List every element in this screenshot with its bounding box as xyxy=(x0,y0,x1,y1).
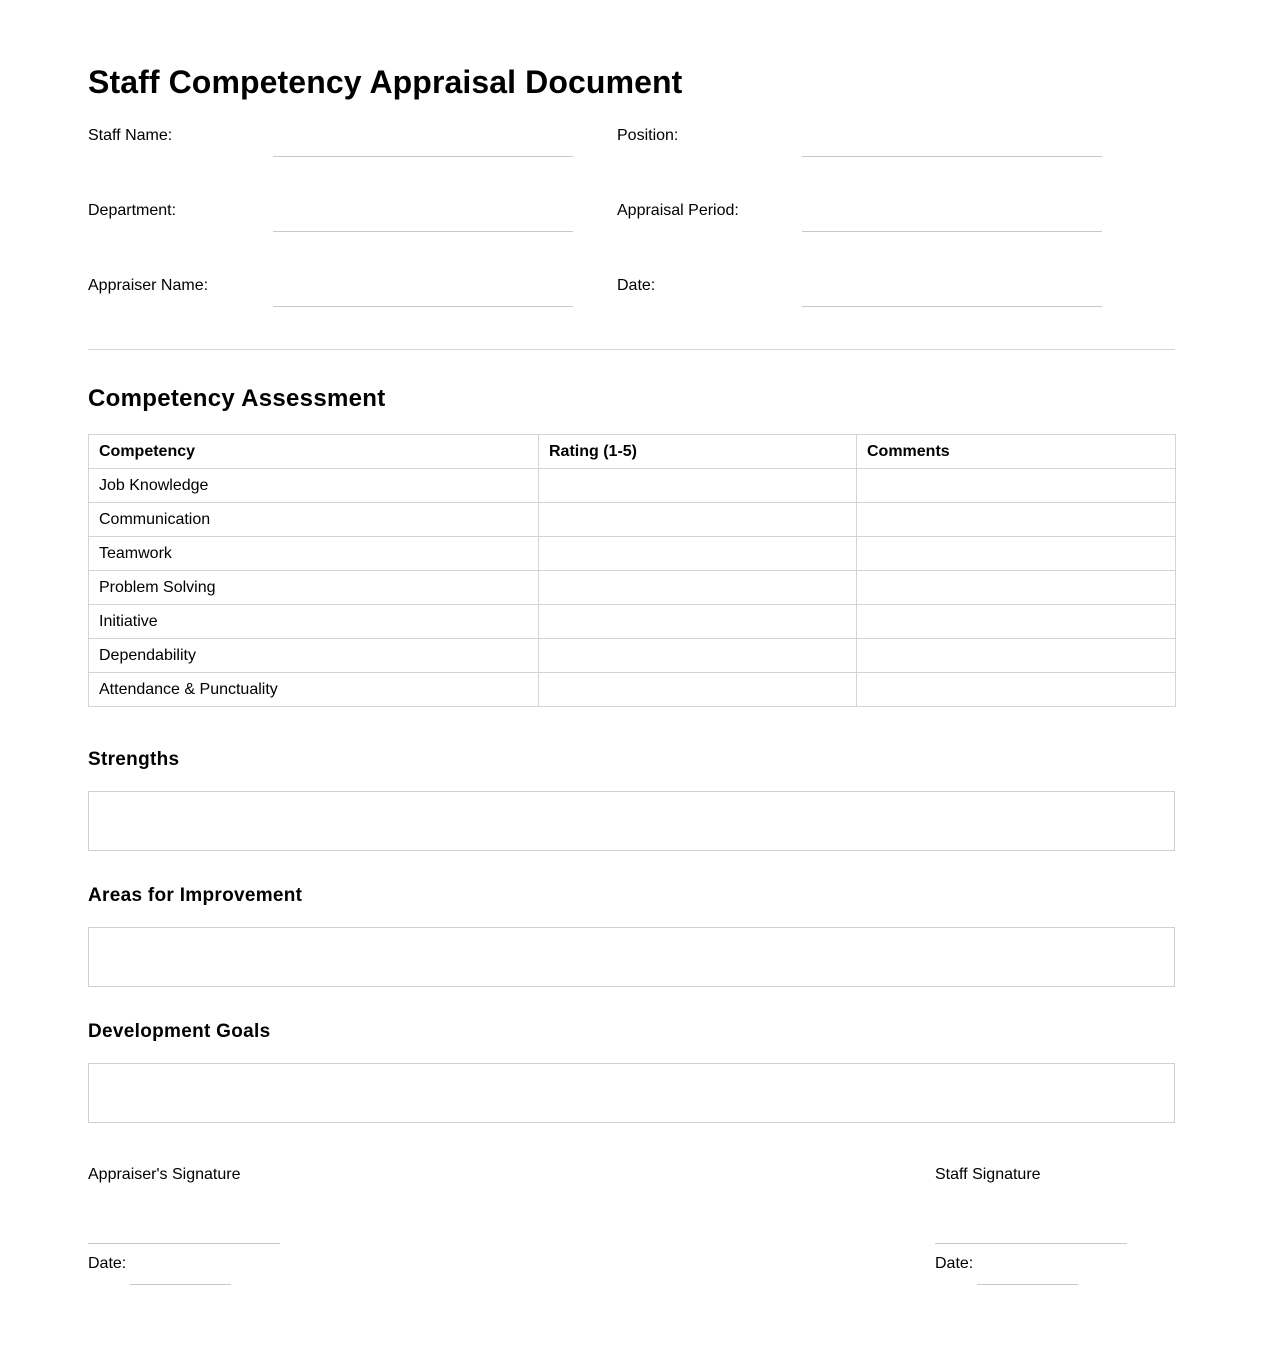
column-header-competency: Competency xyxy=(89,435,539,469)
table-row xyxy=(89,605,1176,639)
department-field[interactable] xyxy=(273,211,573,232)
table-row xyxy=(89,673,1176,707)
position-field[interactable] xyxy=(802,136,1102,157)
competency-section-title: Competency Assessment xyxy=(88,385,386,412)
strengths-title: Strengths xyxy=(88,749,180,770)
staff-date-label: Date: xyxy=(935,1255,974,1272)
rating-cell[interactable] xyxy=(539,537,857,571)
rating-cell[interactable] xyxy=(539,571,857,605)
appraiser-date-label: Date: xyxy=(88,1255,127,1272)
table-row xyxy=(89,537,1176,571)
date-field[interactable] xyxy=(802,286,1102,307)
document-title: Staff Competency Appraisal Document xyxy=(88,64,683,100)
rating-cell[interactable] xyxy=(539,639,857,673)
rating-cell[interactable] xyxy=(539,503,857,537)
table-row xyxy=(89,469,1176,503)
rating-cell[interactable] xyxy=(539,469,857,503)
staff-signature-label: Staff Signature xyxy=(935,1166,1041,1183)
appraiser-signature-line[interactable] xyxy=(88,1243,280,1244)
competency-cell: Communication xyxy=(89,503,539,537)
section-divider xyxy=(88,349,1175,350)
competency-cell: Problem Solving xyxy=(89,571,539,605)
appraiser-name-field[interactable] xyxy=(273,286,573,307)
staff-signature-line[interactable] xyxy=(935,1243,1127,1244)
appraiser-signature-label: Appraiser's Signature xyxy=(88,1166,241,1183)
comments-cell[interactable] xyxy=(857,469,1176,503)
appraiser-date-line[interactable] xyxy=(130,1284,231,1285)
comments-cell[interactable] xyxy=(857,605,1176,639)
department-label: Department: xyxy=(88,202,177,219)
table-header-row xyxy=(89,435,1176,469)
improvement-title: Areas for Improvement xyxy=(88,885,303,906)
competency-cell: Attendance & Punctuality xyxy=(89,673,539,707)
comments-cell[interactable] xyxy=(857,673,1176,707)
table-row xyxy=(89,639,1176,673)
staff-date-line[interactable] xyxy=(977,1284,1078,1285)
staff-name-field[interactable] xyxy=(273,136,573,157)
strengths-box[interactable] xyxy=(88,791,1175,851)
comments-cell[interactable] xyxy=(857,571,1176,605)
competency-cell: Dependability xyxy=(89,639,539,673)
staff-name-label: Staff Name: xyxy=(88,127,173,144)
column-header-rating: Rating (1-5) xyxy=(539,435,857,469)
comments-cell[interactable] xyxy=(857,639,1176,673)
improvement-box[interactable] xyxy=(88,927,1175,987)
comments-cell[interactable] xyxy=(857,537,1176,571)
goals-title: Development Goals xyxy=(88,1021,271,1042)
table-row xyxy=(89,571,1176,605)
competency-cell: Teamwork xyxy=(89,537,539,571)
competency-cell: Job Knowledge xyxy=(89,469,539,503)
rating-cell[interactable] xyxy=(539,605,857,639)
competency-table xyxy=(88,434,1176,707)
rating-cell[interactable] xyxy=(539,673,857,707)
appraisal-period-field[interactable] xyxy=(802,211,1102,232)
table-row xyxy=(89,503,1176,537)
appraiser-name-label: Appraiser Name: xyxy=(88,277,209,294)
position-label: Position: xyxy=(617,127,679,144)
goals-box[interactable] xyxy=(88,1063,1175,1123)
competency-cell: Initiative xyxy=(89,605,539,639)
column-header-comments: Comments xyxy=(857,435,1176,469)
date-label: Date: xyxy=(617,277,656,294)
comments-cell[interactable] xyxy=(857,503,1176,537)
appraisal-period-label: Appraisal Period: xyxy=(617,202,739,219)
